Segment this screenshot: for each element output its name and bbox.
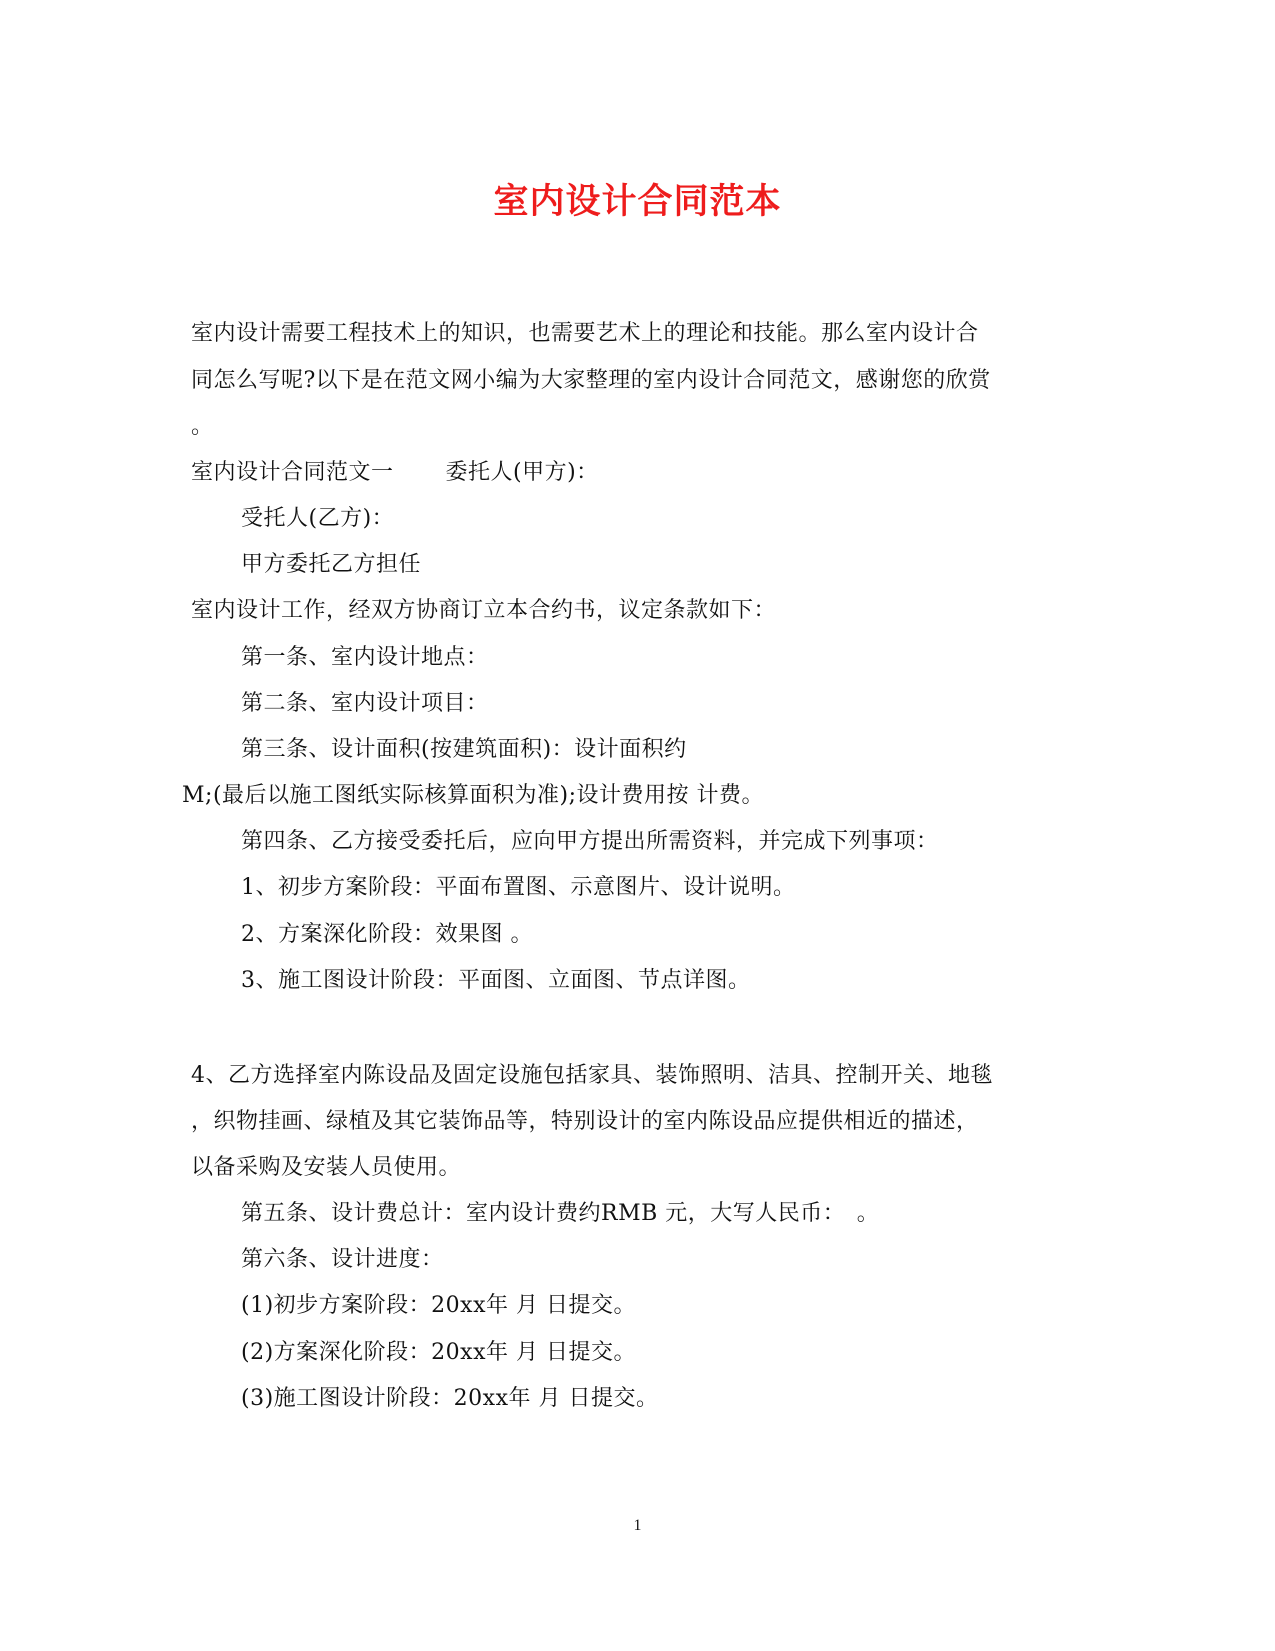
paragraph-line: 同怎么写呢?以下是在范文网小编为大家整理的室内设计合同范文，感谢您的欣赏 xyxy=(191,368,991,393)
paragraph-line: 第五条、设计费总计：室内设计费约RMB 元，大写人民币： 。 xyxy=(241,1201,880,1226)
page-number: 1 xyxy=(633,1517,642,1534)
paragraph-line: 第六条、设计进度： xyxy=(241,1247,444,1272)
paragraph-line: (1)初步方案阶段：20xx年 月 日提交。 xyxy=(241,1293,636,1318)
paragraph-line: 。 xyxy=(191,414,214,439)
paragraph-line: 1、初步方案阶段：平面布置图、示意图片、设计说明。 xyxy=(241,875,796,900)
paragraph-line xyxy=(191,459,599,487)
paragraph-line: 以备采购及安装人员使用。 xyxy=(191,1155,462,1180)
section-heading: 室内设计合同范文一 xyxy=(191,460,394,485)
paragraph-line: 2、方案深化阶段：效果图 。 xyxy=(241,922,533,947)
paragraph-line: 受托人(乙方)： xyxy=(241,506,395,531)
paragraph-line: 室内设计需要工程技术上的知识，也需要艺术上的理论和技能。那么室内设计合 xyxy=(191,321,979,346)
paragraph-line: 3、施工图设计阶段：平面图、立面图、节点详图。 xyxy=(241,968,751,993)
paragraph-line: 4、乙方选择室内陈设品及固定设施包括家具、装饰照明、洁具、控制开关、地毯 xyxy=(191,1063,993,1088)
paragraph-line: ，织物挂画、绿植及其它装饰品等，特别设计的室内陈设品应提供相近的描述， xyxy=(191,1109,979,1134)
document-title: 室内设计合同范本 xyxy=(493,181,782,222)
paragraph-line: 甲方委托乙方担任 xyxy=(241,552,422,577)
paragraph-line: 室内设计工作，经双方协商订立本合约书，议定条款如下： xyxy=(191,598,777,623)
paragraph-line: 第四条、乙方接受委托后，应向甲方提出所需资料，并完成下列事项： xyxy=(241,829,939,854)
paragraph-line: (2)方案深化阶段：20xx年 月 日提交。 xyxy=(241,1340,636,1365)
paragraph-line: 第二条、室内设计项目： xyxy=(241,691,489,716)
client-party-label: 委托人(甲方)： xyxy=(445,460,599,485)
paragraph-line: 第一条、室内设计地点： xyxy=(241,645,489,670)
paragraph-line: (3)施工图设计阶段：20xx年 月 日提交。 xyxy=(241,1386,659,1411)
paragraph-line: 第三条、设计面积(按建筑面积)：设计面积约 xyxy=(241,737,687,762)
paragraph-line: M;(最后以施工图纸实际核算面积为准);设计费用按 计费。 xyxy=(182,783,765,808)
